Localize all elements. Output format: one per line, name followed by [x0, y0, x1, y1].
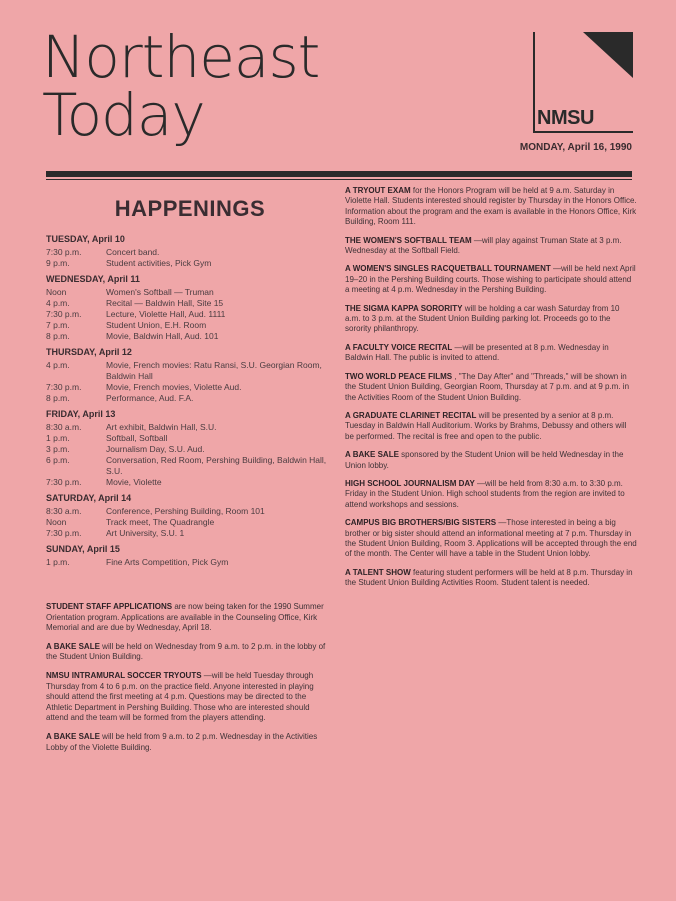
- event-description: Art exhibit, Baldwin Hall, S.U.: [106, 422, 217, 432]
- logo-triangle-icon: [583, 32, 633, 78]
- event-time: Noon: [46, 517, 67, 527]
- announcement-lead: TWO WORLD PEACE FILMS: [345, 371, 453, 381]
- masthead: [42, 23, 342, 149]
- announcement: [46, 602, 334, 634]
- announcement-text: —will be held from 8:30 a.m. to 3:30 p.m. Friday in the Student Union. High school students from the region are invited to attend workshops and sessions.: [345, 478, 625, 509]
- announcement-text: —will be presented at 8 p.m. Wednesday in Baldwin Hall. The public is invited to attend.: [345, 342, 609, 363]
- announcement-lead: CAMPUS BIG BROTHERS/BIG SISTERS: [345, 518, 497, 528]
- event-description: Movie, French movies: Ratu Ransi, S.U. Georgian Room, Baldwin Hall: [106, 360, 322, 381]
- calendar-event: [46, 320, 334, 331]
- announcement-text: will be held on Wednesday from 9 a.m. to 2 p.m. in the lobby of the Student Union Building.: [46, 641, 326, 662]
- announcement-text: —will be held Tuesday through Thursday from 4 to 6 p.m. on the practice field. Anyone interested in playing should attend the first meeting at 4 p.m. Questions may be directed to the Athletic Department in Pershing Building. Those who are interested should attend and the team will be formed from the players attending.: [46, 670, 314, 723]
- event-description: Journalism Day, S.U. Aud.: [106, 444, 205, 454]
- event-description: Movie, Violette: [106, 477, 162, 487]
- calendar-event: [46, 360, 334, 382]
- issue-date: MONDAY, April 16, 1990: [519, 142, 632, 153]
- event-time: 7:30 p.m.: [46, 477, 82, 487]
- logo-text: NMSU: [537, 107, 594, 129]
- right-announcements: [345, 186, 637, 589]
- calendar-event: [46, 433, 334, 444]
- event-time: 8 p.m.: [46, 393, 70, 403]
- announcement-lead: NMSU INTRAMURAL SOCCER TRYOUTS: [46, 670, 202, 680]
- announcement-lead: HIGH SCHOOL JOURNALISM DAY: [345, 478, 475, 488]
- left-announcements: [46, 602, 334, 753]
- event-description: Concert band.: [106, 247, 160, 257]
- announcement-lead: A GRADUATE CLARINET RECITAL: [345, 410, 477, 420]
- calendar-list: [46, 234, 334, 568]
- calendar-event: [46, 477, 334, 488]
- announcement-text: for the Honors Program will be held at 9 a.m. Saturday in Violette Hall. Students interested should register by Thursday in the Honors Office. Information about the program and the exam is available in the Honors Office, Kirk Building, Room 111.: [345, 186, 637, 227]
- announcement-text: , "The Day After" and "Threads," will be shown in the Student Union Building, Georgian Room, Thursday at 7 p.m. and at 9 p.m. in the Activities Room of the Student Union Building.: [345, 371, 630, 402]
- announcement-lead: THE SIGMA KAPPA SORORITY: [345, 303, 463, 313]
- event-description: Conference, Pershing Building, Room 101: [106, 506, 265, 516]
- announcement-text: —will play against Truman State at 3 p.m. Wednesday at the Softball Field.: [345, 235, 622, 256]
- announcement-text: sponsored by the Student Union will be held Wednesday in the Union lobby.: [345, 450, 624, 470]
- event-time: 8:30 a.m.: [46, 506, 82, 516]
- announcement: [345, 343, 637, 364]
- calendar-event: [46, 393, 334, 404]
- announcement: [46, 671, 334, 724]
- event-time: 8:30 a.m.: [46, 422, 82, 432]
- calendar-event: [46, 528, 334, 539]
- announcement: [345, 372, 637, 403]
- left-column: [46, 190, 334, 761]
- event-time: 7:30 p.m.: [46, 528, 82, 538]
- event-time: Noon: [46, 287, 67, 297]
- calendar-event: [46, 331, 334, 342]
- event-time: 3 p.m.: [46, 444, 70, 454]
- event-time: 1 p.m.: [46, 557, 70, 567]
- event-time: 7:30 p.m.: [46, 247, 82, 257]
- announcement: [345, 479, 637, 510]
- event-time: 8 p.m.: [46, 331, 70, 341]
- event-description: Women's Softball — Truman: [106, 287, 214, 297]
- calendar-event: [46, 382, 334, 393]
- announcement-text: —will be held next April 19–20 in the Pershing Building courts. Those wishing to participate should attend a meeting at 4 p.m. Wednesday in the Pershing Building.: [345, 264, 636, 295]
- calendar-event: [46, 557, 334, 568]
- calendar-event: [46, 517, 334, 528]
- event-description: Movie, Baldwin Hall, Aud. 101: [106, 331, 219, 341]
- calendar-event: [46, 506, 334, 517]
- calendar-day-heading: THURSDAY, April 12: [46, 347, 132, 357]
- masthead-title-line1: Northeast: [42, 23, 320, 91]
- announcement: [345, 264, 637, 295]
- masthead-title-line2: Today: [42, 81, 205, 149]
- announcement-text: are now being taken for the 1990 Summer Orientation program. Applications are available in the Counseling Office, Kirk Memorial and are due by Wednesday, April 18.: [46, 602, 324, 633]
- event-description: Track meet, The Quadrangle: [106, 517, 215, 527]
- calendar-event: [46, 309, 334, 320]
- announcement: [345, 450, 637, 471]
- announcement: [345, 186, 637, 228]
- announcement: [345, 568, 637, 589]
- masthead-divider: [46, 171, 632, 177]
- announcement-lead: A BAKE SALE: [46, 731, 100, 741]
- announcement: [345, 518, 637, 560]
- event-description: Recital — Baldwin Hall, Site 15: [106, 298, 224, 308]
- announcement-text: —Those interested in being a big brother or big sister should attend an informational meeting at 7 p.m. Thursday in the Student Union Building, Room 3. Applications will be accepted through the end of the month. The Center will have a table in the Student Union lobby.: [345, 518, 637, 559]
- event-description: Movie, French movies, Violette Aud.: [106, 382, 242, 392]
- calendar-event: [46, 247, 334, 258]
- calendar-day-heading: SATURDAY, April 14: [46, 493, 132, 503]
- announcement-text: will be presented by a senior at 8 p.m. Tuesday in Baldwin Hall Auditorium. Works by Brahms, Debussy and others will be performed. The recital is free and open to the public.: [345, 410, 627, 441]
- right-column: [345, 186, 637, 597]
- announcement: [46, 642, 334, 663]
- calendar-event: [46, 455, 334, 477]
- calendar-event: [46, 444, 334, 455]
- event-time: 7 p.m.: [46, 320, 70, 330]
- event-description: Conversation, Red Room, Pershing Building, Baldwin Hall, S.U.: [106, 455, 327, 476]
- announcement-lead: A FACULTY VOICE RECITAL: [345, 342, 453, 352]
- announcement-lead: A TALENT SHOW: [345, 567, 411, 577]
- event-description: Student Union, E.H. Room: [106, 320, 207, 330]
- calendar-day-heading: WEDNESDAY, April 11: [46, 274, 140, 284]
- announcement: [345, 236, 637, 257]
- announcement-lead: A BAKE SALE: [46, 641, 100, 651]
- calendar-event: [46, 287, 334, 298]
- calendar-event: [46, 298, 334, 309]
- event-time: 9 p.m.: [46, 258, 70, 268]
- event-description: Fine Arts Competition, Pick Gym: [106, 557, 229, 567]
- announcement-lead: THE WOMEN'S SOFTBALL TEAM: [345, 235, 472, 245]
- announcement-lead: A WOMEN'S SINGLES RACQUETBALL TOURNAMENT: [345, 264, 551, 274]
- calendar-event: [46, 258, 334, 269]
- event-description: Performance, Aud. F.A.: [106, 393, 194, 403]
- event-description: Art University, S.U. 1: [106, 528, 185, 538]
- event-description: Softball, Softball: [106, 433, 168, 443]
- event-time: 4 p.m.: [46, 360, 70, 370]
- calendar-day-heading: TUESDAY, April 10: [46, 234, 125, 244]
- announcement-lead: A BAKE SALE: [345, 450, 399, 460]
- calendar-day-heading: FRIDAY, April 13: [46, 409, 116, 419]
- masthead-divider-thin: [46, 179, 632, 180]
- event-time: 7:30 p.m.: [46, 382, 82, 392]
- event-time: 1 p.m.: [46, 433, 70, 443]
- announcement-text: will be holding a car wash Saturday from 10 a.m. to 3 p.m. at the Student Union Building parking lot. Proceeds go to the sorority philanthropy.: [345, 303, 620, 334]
- announcement: [345, 304, 637, 335]
- calendar-event: [46, 422, 334, 433]
- event-time: 4 p.m.: [46, 298, 70, 308]
- event-time: 7:30 p.m.: [46, 309, 82, 319]
- event-description: Student activities, Pick Gym: [106, 258, 212, 268]
- announcement: [46, 732, 334, 753]
- announcement-lead: A TRYOUT EXAM: [345, 186, 411, 195]
- announcement-text: featuring student performers will be held at 8 p.m. Thursday in the Student Union Building Activities Room. Student talent is needed.: [345, 567, 633, 588]
- announcement-text: will be held from 9 a.m. to 2 p.m. Wednesday in the Activities Lobby of the Violette Building.: [46, 731, 318, 752]
- nmsu-logo: [533, 32, 633, 133]
- announcement: [345, 411, 637, 442]
- event-time: 6 p.m.: [46, 455, 70, 465]
- event-description: Lecture, Violette Hall, Aud. 1111: [106, 309, 226, 319]
- calendar-day-heading: SUNDAY, April 15: [46, 544, 120, 554]
- announcement-lead: STUDENT STAFF APPLICATIONS: [46, 602, 173, 611]
- section-heading: HAPPENINGS: [114, 196, 266, 221]
